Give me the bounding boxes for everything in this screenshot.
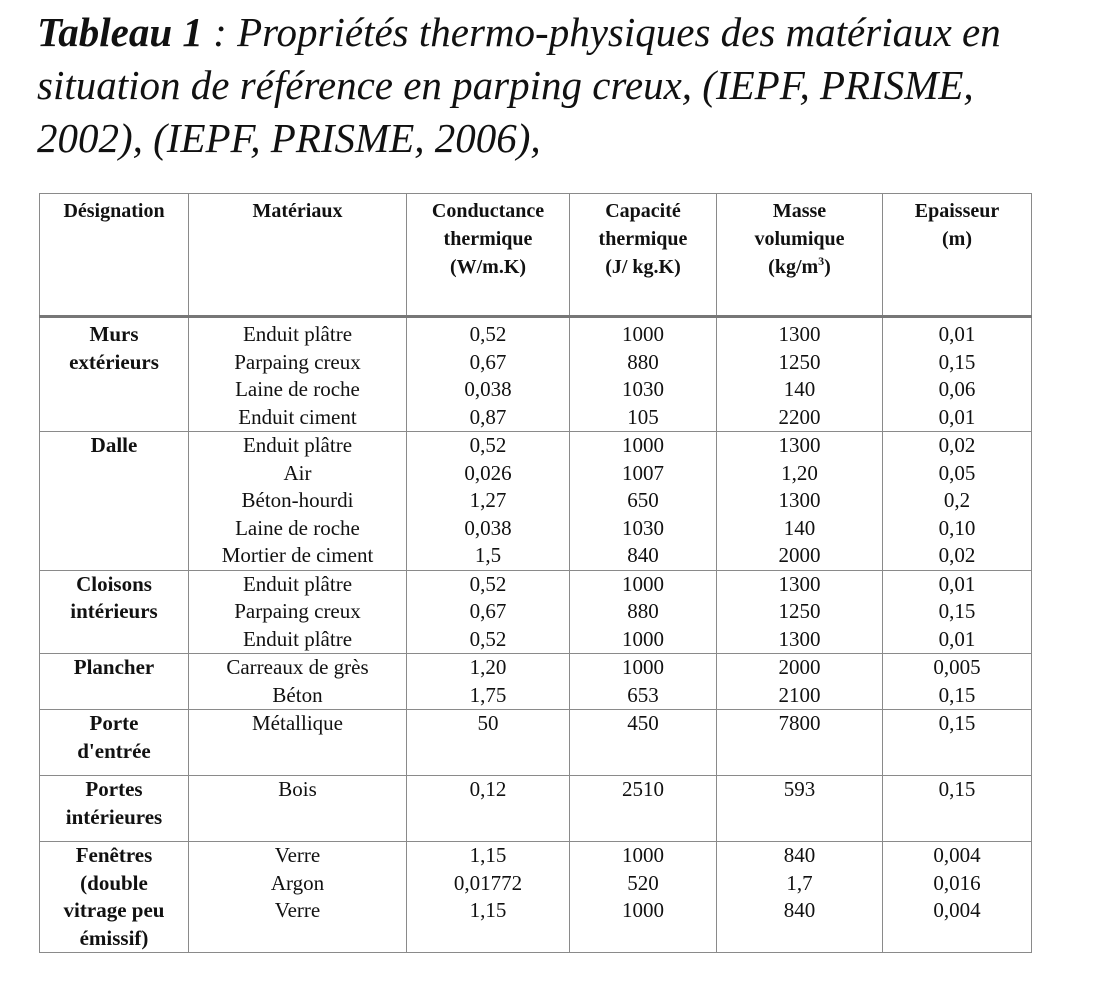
cell-line: Air (283, 460, 312, 485)
cell-line: Enduit plâtre (242, 626, 353, 651)
cell-line: 0,15 (938, 711, 976, 735)
cell-line: 2510 (622, 777, 664, 801)
cell-line: 0,12 (469, 777, 507, 801)
cell-line: Enduit plâtre (242, 571, 353, 596)
cell-line: 0,01 (938, 322, 976, 346)
cell-line: 1,15 (469, 843, 507, 867)
cell-line: 2000 (778, 543, 821, 567)
designation-cell (40, 710, 189, 776)
cell-line: 0,10 (938, 515, 976, 540)
density-cell (717, 570, 883, 654)
column-header-density (717, 194, 883, 317)
cell-line: Parpaing creux (234, 349, 361, 374)
cell-line: 1,27 (469, 488, 507, 512)
material-cell (189, 776, 407, 842)
density-cell (717, 317, 883, 432)
column-header-line (40, 197, 188, 225)
conductance-cell (407, 570, 570, 654)
caption-line-3: 2002), (IEPF, PRISME, 2006), (37, 115, 541, 161)
column-header-text: Conductance (431, 200, 545, 222)
cell-line: 1000 (622, 898, 664, 922)
cell-line: 1,15 (469, 898, 507, 922)
column-header-text: Masse (772, 200, 827, 222)
column-header-text: (kg/m (768, 256, 819, 278)
cell-line: 2200 (778, 404, 821, 429)
cell-line: 0,2 (943, 488, 971, 512)
cell-line: 1000 (622, 655, 664, 679)
cell-line: 840 (783, 898, 816, 922)
density-cell (717, 776, 883, 842)
cell-line: Carreaux de grès (226, 655, 369, 679)
table-row-group (40, 432, 1032, 571)
column-header-line (570, 253, 716, 281)
column-header-line (407, 225, 569, 253)
caption-label: Tableau 1 (37, 9, 203, 55)
cell-line: 0,52 (469, 571, 507, 596)
cell-line: 880 (627, 349, 659, 374)
cell-line: 593 (783, 777, 816, 801)
column-header-text: thermique (598, 228, 688, 250)
cell-line: (double (80, 870, 148, 895)
cell-line: vitrage peu (63, 898, 165, 922)
cell-line: 0,67 (469, 599, 507, 623)
column-header-text: Matériaux (252, 200, 343, 222)
cell-line: Murs (89, 322, 139, 346)
table-row-group (40, 842, 1032, 953)
cell-line: Fenêtres (75, 843, 153, 867)
material-cell (189, 432, 407, 571)
cell-line: 1000 (622, 626, 664, 651)
cell-line: Métallique (252, 711, 343, 735)
table-row-group (40, 570, 1032, 654)
cell-line: 7800 (778, 711, 821, 735)
column-header-text: (W/m.K) (449, 256, 527, 278)
thickness-cell (883, 654, 1032, 710)
cell-line: Béton-hourdi (241, 488, 354, 512)
cell-line: 840 (627, 543, 659, 567)
properties-table (39, 193, 1032, 953)
column-header-line (407, 197, 569, 225)
table-row-group (40, 317, 1032, 432)
capacity-cell (570, 570, 717, 654)
designation-cell (40, 776, 189, 842)
cell-line: 0,01 (938, 571, 976, 596)
cell-line: 0,038 (464, 515, 512, 540)
table-caption (37, 6, 1112, 165)
cell-line: 0,52 (469, 433, 507, 457)
column-header-line (570, 225, 716, 253)
table-body (40, 317, 1032, 953)
cell-line: Verre (274, 843, 321, 867)
conductance-cell (407, 842, 570, 953)
capacity-cell (570, 776, 717, 842)
cell-line: 1300 (778, 322, 821, 346)
cell-line: 1,20 (781, 460, 818, 485)
column-header-text: Désignation (63, 200, 165, 222)
cell-line: 1,7 (786, 870, 813, 895)
cell-line: 1000 (622, 843, 664, 867)
cell-line: 0,52 (469, 626, 507, 651)
caption-text: : Propriétés thermo-physiques des matériaux en (202, 9, 1001, 55)
conductance-cell (407, 654, 570, 710)
column-header-line (407, 253, 569, 281)
cell-line: 140 (783, 377, 816, 401)
cell-line: 1000 (622, 571, 664, 596)
cell-line: Enduit plâtre (242, 433, 353, 457)
column-header-thickness (883, 194, 1032, 317)
cell-line: 840 (783, 843, 816, 867)
column-header-capacity (570, 194, 717, 317)
cell-line: 1300 (778, 488, 821, 512)
column-header-text: (m) (942, 228, 972, 250)
column-header-line (717, 225, 882, 253)
cell-line: 1030 (622, 515, 664, 540)
density-cell (717, 842, 883, 953)
capacity-cell (570, 710, 717, 776)
cell-line: 0,01772 (453, 870, 523, 895)
cell-line: 1300 (778, 626, 821, 651)
cell-line: 1250 (778, 599, 821, 623)
cell-line: Plancher (73, 655, 155, 679)
cell-line: extérieurs (69, 349, 159, 374)
column-header-text: Capacité (605, 200, 681, 222)
designation-cell (40, 842, 189, 953)
cell-line: Laine de roche (235, 377, 360, 401)
cell-line: 0,15 (938, 349, 976, 374)
thickness-cell (883, 842, 1032, 953)
column-header-line (717, 197, 882, 225)
conductance-cell (407, 317, 570, 432)
conductance-cell (407, 432, 570, 571)
cell-line: Portes (85, 777, 143, 801)
cell-line: 1000 (622, 433, 664, 457)
material-cell (189, 710, 407, 776)
designation-cell (40, 432, 189, 571)
cell-line: 1,5 (474, 543, 502, 567)
conductance-cell (407, 710, 570, 776)
cell-line: 0,026 (464, 460, 512, 485)
cell-line: Dalle (90, 433, 138, 457)
cell-line: 0,016 (933, 870, 981, 895)
table-row-group (40, 710, 1032, 776)
cell-line: 0,67 (469, 349, 507, 374)
cell-line: Porte (89, 711, 139, 735)
cell-line: Parpaing creux (234, 599, 361, 623)
unit-superscript: 3 (818, 254, 825, 268)
cell-line: 0,01 (938, 404, 976, 429)
cell-line: 105 (627, 404, 659, 429)
column-header-line (883, 197, 1031, 225)
cell-line: 0,004 (933, 898, 981, 922)
cell-line: Enduit ciment (238, 404, 357, 429)
cell-line: 0,15 (938, 599, 976, 623)
thickness-cell (883, 776, 1032, 842)
cell-line: 0,52 (469, 322, 507, 346)
cell-line: 2000 (778, 655, 821, 679)
designation-cell (40, 654, 189, 710)
column-header-line (189, 197, 406, 225)
cell-line: 1,75 (469, 682, 507, 707)
cell-line: Laine de roche (235, 515, 360, 540)
cell-line: 450 (627, 711, 659, 735)
thickness-cell (883, 317, 1032, 432)
column-header-text: thermique (443, 228, 533, 250)
column-header-text: Epaisseur (914, 200, 1000, 222)
table-row-group (40, 776, 1032, 842)
cell-line: 1300 (778, 433, 821, 457)
cell-line: d'entrée (77, 738, 151, 763)
cell-line: 50 (477, 711, 499, 735)
cell-line: 0,05 (938, 460, 976, 485)
column-header-designation (40, 194, 189, 317)
caption-line-1 (37, 6, 1112, 59)
column-header-line (717, 253, 882, 281)
thickness-cell (883, 432, 1032, 571)
cell-line: Mortier de ciment (221, 543, 374, 567)
table-header-row (40, 194, 1032, 317)
capacity-cell (570, 432, 717, 571)
column-header-materials (189, 194, 407, 317)
cell-line: Cloisons (76, 571, 152, 596)
cell-line: intérieures (65, 804, 163, 829)
unit-closing: ) (824, 256, 831, 278)
density-cell (717, 654, 883, 710)
cell-line: Enduit plâtre (242, 322, 353, 346)
material-cell (189, 317, 407, 432)
caption-line-2: situation de référence en parping creux, (IEPF, PRISME, (37, 62, 974, 108)
cell-line: 2100 (778, 682, 821, 707)
cell-line: Bois (278, 777, 317, 801)
column-header-line (570, 197, 716, 225)
designation-cell (40, 570, 189, 654)
thickness-cell (883, 570, 1032, 654)
table-row-group (40, 654, 1032, 710)
cell-line: émissif) (79, 925, 149, 950)
material-cell (189, 842, 407, 953)
column-header-line (883, 225, 1031, 253)
conductance-cell (407, 776, 570, 842)
material-cell (189, 654, 407, 710)
cell-line: Béton (272, 682, 323, 707)
cell-line: 0,87 (469, 404, 507, 429)
cell-line: 520 (627, 870, 659, 895)
cell-line: 0,15 (938, 682, 976, 707)
column-header-text: (J/ kg.K) (605, 256, 681, 278)
cell-line: 650 (627, 488, 659, 512)
cell-line: 1250 (778, 349, 821, 374)
cell-line: 1,20 (469, 655, 507, 679)
cell-line: intérieurs (70, 599, 158, 623)
cell-line: 1300 (778, 571, 821, 596)
cell-line: 880 (627, 599, 659, 623)
capacity-cell (570, 654, 717, 710)
designation-cell (40, 317, 189, 432)
cell-line: 0,004 (933, 843, 981, 867)
cell-line: 140 (783, 515, 816, 540)
density-cell (717, 710, 883, 776)
cell-line: 653 (627, 682, 659, 707)
density-cell (717, 432, 883, 571)
cell-line: 0,038 (464, 377, 512, 401)
cell-line: 1000 (622, 322, 664, 346)
column-header-conductance (407, 194, 570, 317)
cell-line: 0,02 (938, 433, 976, 457)
capacity-cell (570, 317, 717, 432)
capacity-cell (570, 842, 717, 953)
cell-line: 0,01 (938, 626, 976, 651)
cell-line: 1030 (622, 377, 664, 401)
cell-line: 1007 (622, 460, 664, 485)
material-cell (189, 570, 407, 654)
column-header-text: volumique (754, 228, 845, 250)
cell-line: 0,005 (933, 655, 981, 679)
cell-line: 0,15 (938, 777, 976, 801)
cell-line: 0,02 (938, 543, 976, 567)
cell-line: Verre (274, 898, 321, 922)
cell-line: Argon (270, 870, 325, 895)
thickness-cell (883, 710, 1032, 776)
cell-line: 0,06 (938, 377, 976, 401)
